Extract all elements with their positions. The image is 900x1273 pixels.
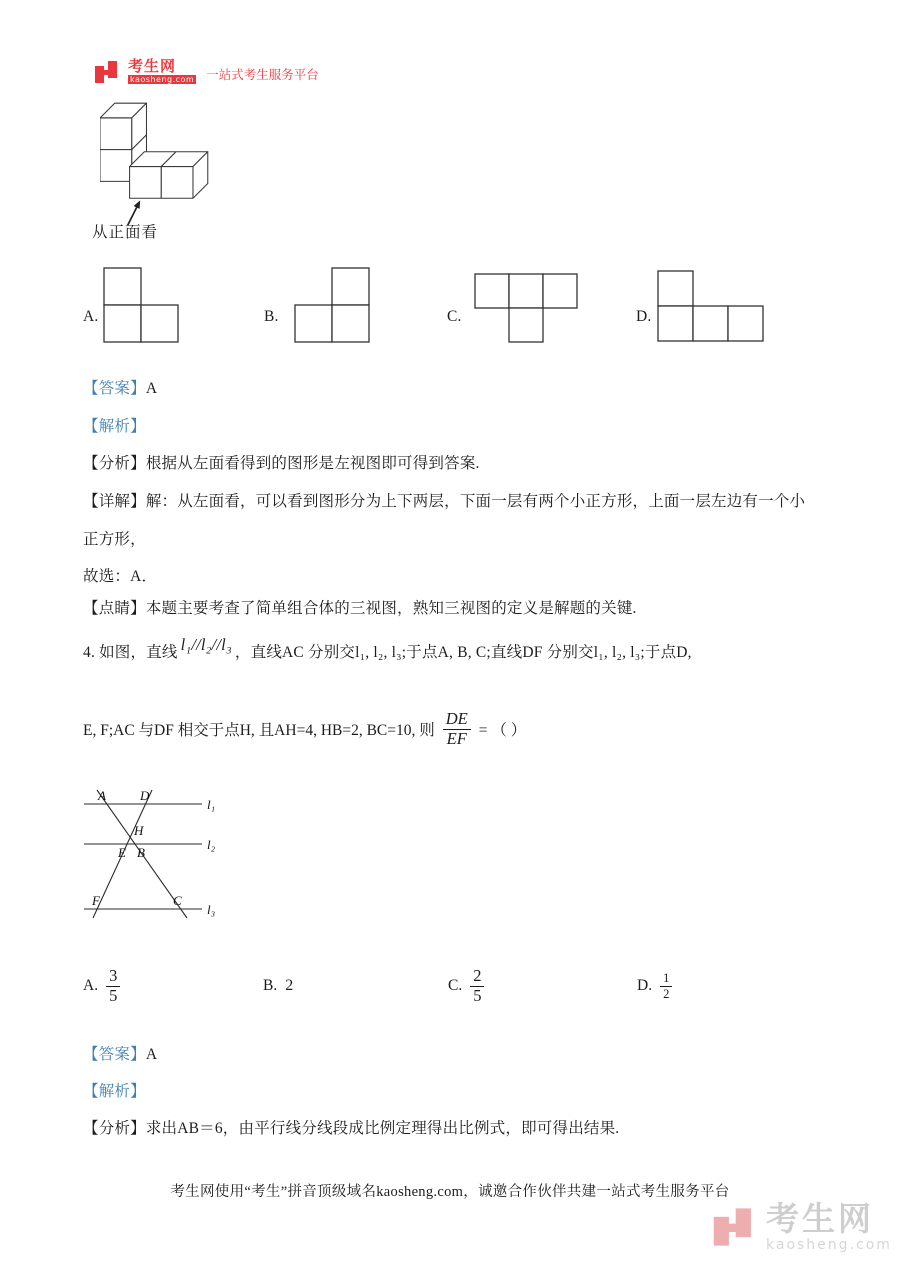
figure-caption: 从正面看 [92,224,159,241]
point-label-f: F [92,893,100,908]
point-label-e: E [118,845,126,860]
square-cell [104,268,141,305]
square-cell [141,305,178,342]
fraction-numerator: 1 [660,971,672,986]
line-label-l1: l₁ [207,797,216,812]
q3-fenxi-line [83,451,480,473]
q3-jiexi-line [83,414,146,436]
logo-icon [94,58,120,86]
footer-text: 考生网使用“考生”拼音顶级域名kaosheng.com，诚邀合作伙伴共建一站式考生服务平台 [170,1184,730,1200]
q4-option-c [448,960,484,1012]
dianjing-label: 【点睛】 [83,600,146,617]
square-cell [658,306,693,341]
fenxi-text: 根据从左面看得到的图形是左视图即可得到答案. [145,455,480,472]
fenxi-label: 【分析】 [83,1120,146,1137]
q4-stem2-text-pre: E, F;AC 与DF 相交于点H, 且AH=4, HB=2, BC=10, 则 [83,722,435,739]
logo-tagline: 一站式考生服务平台 [206,67,319,82]
q3-answer-line [83,376,157,398]
line-label-l3: l₃ [207,902,216,917]
q3-xiangjie-line1 [83,489,805,511]
line-label-l2: l₂ [207,837,216,852]
q3-option-b-figure [294,267,370,343]
q4-answer-line [83,1042,157,1064]
square-cell [509,274,543,308]
q4-fenxi-line [83,1116,619,1138]
q4-option-d-label: D. [637,977,653,994]
square-cell [509,308,543,342]
fraction-numerator: 2 [470,967,484,987]
q4-option-b [263,960,293,1012]
point-label-c: C [173,893,182,908]
q4-option-d [637,960,672,1012]
jiexi-label: 【解析】 [83,418,146,435]
xiangjie-text1: 解：从左面看，可以看到图形分为上下两层，下面一层有两个小正方形，上面一层左边有一个小 [145,493,806,510]
square-cell [658,271,693,306]
answer-label: 【答案】 [83,1046,146,1063]
parallel-lines-figure [80,782,240,932]
logo-domain: kaosheng.com [130,74,195,84]
fenxi-label: 【分析】 [83,455,146,472]
q4-stem-text-pre: 4. 如图，直线 [83,644,178,661]
fraction-numerator: 3 [106,967,120,987]
q4-option-d-fraction [660,971,672,1001]
square-cell [728,306,763,341]
square-cell [543,274,577,308]
footer-watermark [712,1199,892,1253]
square-cell [475,274,509,308]
q4-stem-line2 [83,702,526,756]
q4-option-b-label: B. [263,977,278,994]
square-cell [104,305,141,342]
q4-option-c-fraction [470,967,484,1006]
square-cell [332,305,369,342]
jiexi-label: 【解析】 [83,1083,146,1100]
fraction-denominator: 5 [109,985,118,1005]
q4-option-c-label: C. [448,977,463,994]
xiangjie-label: 【详解】 [83,493,146,510]
q4-stem-line1 [83,635,692,662]
q3-option-d-label: D. [636,308,652,325]
q4-option-b-value: 2 [285,977,294,994]
q4-parallel-formula: l₁//l₂//l₃ [180,635,232,654]
q4-option-a-fraction [106,967,120,1006]
watermark-text-block [766,1199,892,1253]
q4-stem2-text-post: = （ ） [478,722,527,739]
point-label-b: B [137,845,145,860]
q3-option-c-figure [474,273,578,343]
answer-value: A [145,1046,158,1063]
answer-label: 【答案】 [83,380,146,397]
q3-option-a-figure [103,267,179,343]
q3-option-b-label: B. [264,308,279,325]
square-cell [295,305,332,342]
answer-value: A [145,380,158,397]
q4-option-a [83,960,120,1012]
q3-option-a-label: A. [83,308,99,325]
front-row-cubes [130,152,208,198]
point-label-h: H [134,823,144,838]
fraction-denominator: 2 [663,986,670,1001]
watermark-domain: kaosheng.com [766,1236,892,1253]
logo-brand: 考生网 [128,57,177,75]
fraction-denominator: EF [446,728,467,748]
q4-option-a-label: A. [83,977,99,994]
fenxi-text: 求出AB＝6，由平行线分线段成比例定理得出比例式，即可得出结果. [145,1120,620,1137]
q3-dianjing-line [83,596,637,618]
q3-option-d-figure [657,270,765,343]
q3-xiangjie-line3: 故选：A． [83,568,158,585]
cube-stack-figure [100,102,212,229]
fraction-de-ef [443,710,471,749]
point-label-a: A [98,788,106,803]
kaosheng-logo [94,58,319,86]
watermark-logo-icon [712,1203,756,1251]
square-cell [693,306,728,341]
point-label-d: D [140,788,150,803]
logo-text-block [128,58,196,84]
watermark-brand: 考生网 [766,1199,874,1238]
fraction-numerator: DE [443,710,471,730]
q3-xiangjie-line2: 正方形， [83,531,146,548]
q4-jiexi-line [83,1079,146,1101]
fraction-denominator: 5 [473,985,482,1005]
dianjing-text: 本题主要考查了简单组合体的三视图，熟知三视图的定义是解题的关键. [145,600,637,617]
square-cell [332,268,369,305]
q3-option-c-label: C. [447,308,462,325]
q4-stem-text-post: ，直线AC 分别交l₁, l₂, l₃;于点A, B, C;直线DF 分别交l₁, l₂, l₃;于点D, [234,644,692,661]
